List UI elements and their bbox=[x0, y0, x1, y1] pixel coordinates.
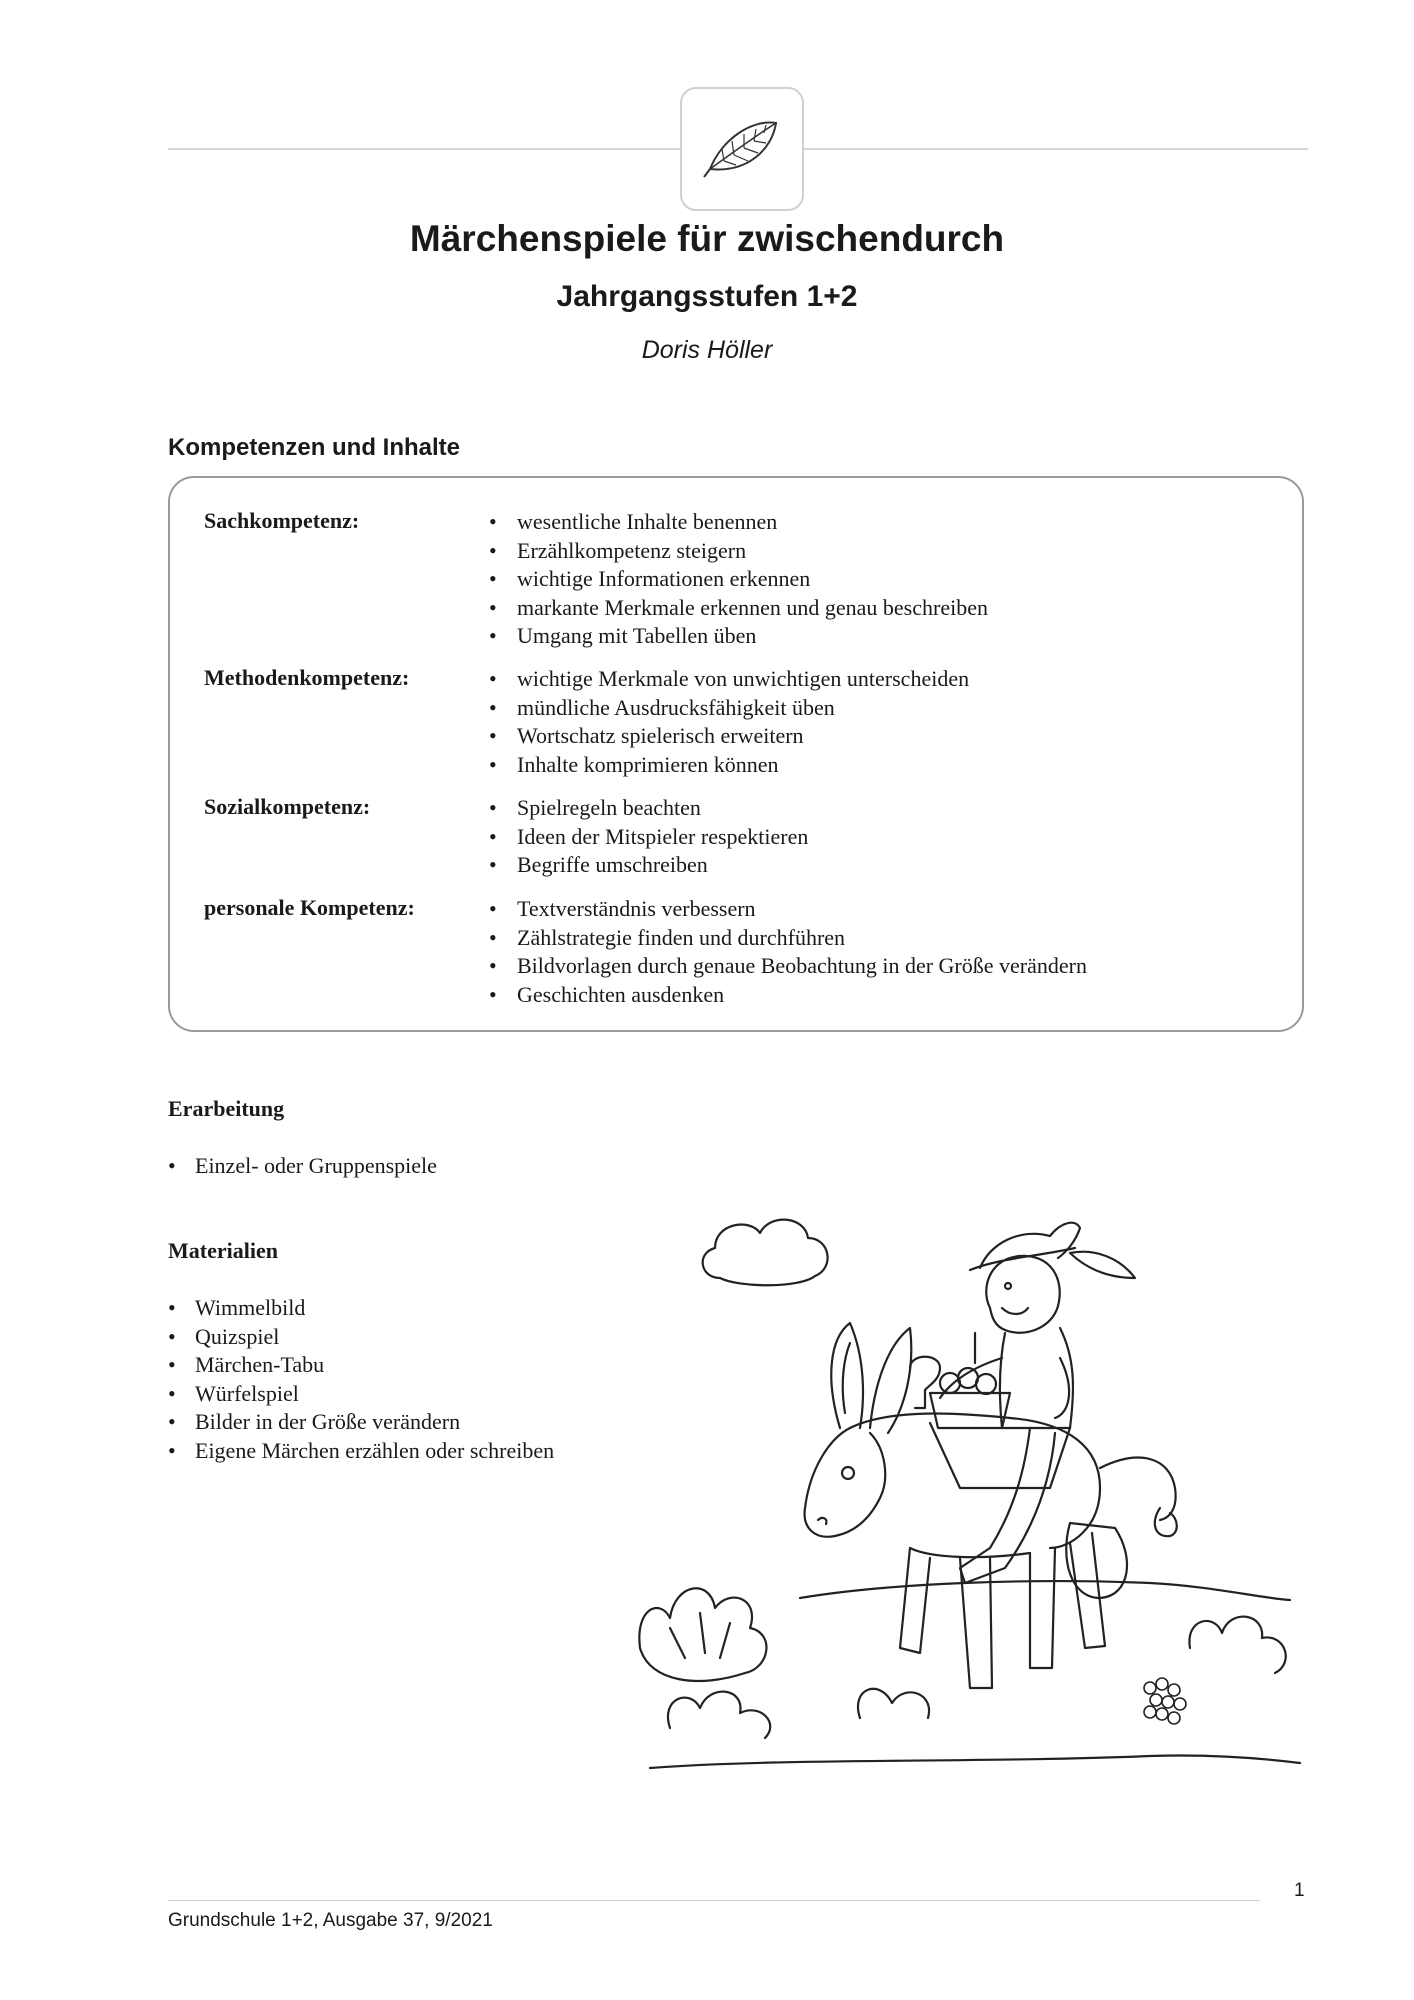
leaf-icon bbox=[702, 109, 782, 189]
list-item: • wichtige Informationen erkennen bbox=[489, 565, 1269, 594]
competence-list bbox=[489, 665, 1269, 779]
list-item: • wesentliche Inhalte benennen bbox=[489, 508, 1269, 537]
list-item: • Inhalte komprimieren können bbox=[489, 751, 1269, 780]
page-subtitle: Jahrgangsstufen 1+2 bbox=[556, 280, 858, 313]
footer-rule bbox=[168, 1900, 1260, 1901]
boy-riding-donkey-illustration bbox=[630, 1128, 1310, 1828]
competence-list bbox=[489, 794, 1269, 880]
erarbeitung-list bbox=[168, 1152, 437, 1181]
list-item: • Erzählkompetenz steigern bbox=[489, 537, 1269, 566]
list-item: • Textverständnis verbessern bbox=[489, 895, 1269, 924]
competence-label: Methodenkompetenz: bbox=[204, 665, 410, 690]
competences-box bbox=[168, 476, 1304, 1032]
footer-publication: Grundschule 1+2, Ausgabe 37, 9/2021 bbox=[168, 1910, 493, 1931]
list-item: • Zählstrategie finden und durchführen bbox=[489, 924, 1269, 953]
erarbeitung-heading: Erarbeitung bbox=[168, 1096, 285, 1121]
page-number: 1 bbox=[1294, 1880, 1305, 1901]
list-item: • Umgang mit Tabellen üben bbox=[489, 622, 1269, 651]
list-item: • Eigene Märchen erzählen oder schreiben bbox=[168, 1437, 554, 1466]
list-item: • Märchen-Tabu bbox=[168, 1351, 554, 1380]
list-item: • Spielregeln beachten bbox=[489, 794, 1269, 823]
author: Doris Höller bbox=[641, 336, 773, 364]
competence-label: Sachkompetenz: bbox=[204, 508, 360, 533]
list-item: • Begriffe umschreiben bbox=[489, 851, 1269, 880]
competence-list bbox=[489, 508, 1269, 651]
list-item: • Ideen der Mitspieler respektieren bbox=[489, 823, 1269, 852]
list-item: • Wimmelbild bbox=[168, 1294, 554, 1323]
list-item: • Bilder in der Größe verändern bbox=[168, 1408, 554, 1437]
list-item: • Geschichten ausdenken bbox=[489, 981, 1269, 1010]
list-item: • wichtige Merkmale von unwichtigen unterscheiden bbox=[489, 665, 1269, 694]
competence-label: Sozialkompetenz: bbox=[204, 794, 371, 819]
list-item: • Quizspiel bbox=[168, 1323, 554, 1352]
materialien-list bbox=[168, 1294, 554, 1465]
list-item: • Bildvorlagen durch genaue Beobachtung in der Größe verändern bbox=[489, 952, 1269, 981]
competence-label: personale Kompetenz: bbox=[204, 895, 415, 920]
list-item: • Wortschatz spielerisch erweitern bbox=[489, 722, 1269, 751]
list-item: • Einzel- oder Gruppenspiele bbox=[168, 1152, 437, 1181]
competence-list bbox=[489, 895, 1269, 1009]
page-title: Märchenspiele für zwischendurch bbox=[409, 218, 1005, 259]
list-item: • markante Merkmale erkennen und genau beschreiben bbox=[489, 594, 1269, 623]
materialien-heading: Materialien bbox=[168, 1238, 278, 1263]
list-item: • mündliche Ausdrucksfähigkeit üben bbox=[489, 694, 1269, 723]
list-item: • Würfelspiel bbox=[168, 1380, 554, 1409]
competences-heading: Kompetenzen und Inhalte bbox=[168, 434, 461, 461]
leaf-badge bbox=[680, 87, 804, 211]
